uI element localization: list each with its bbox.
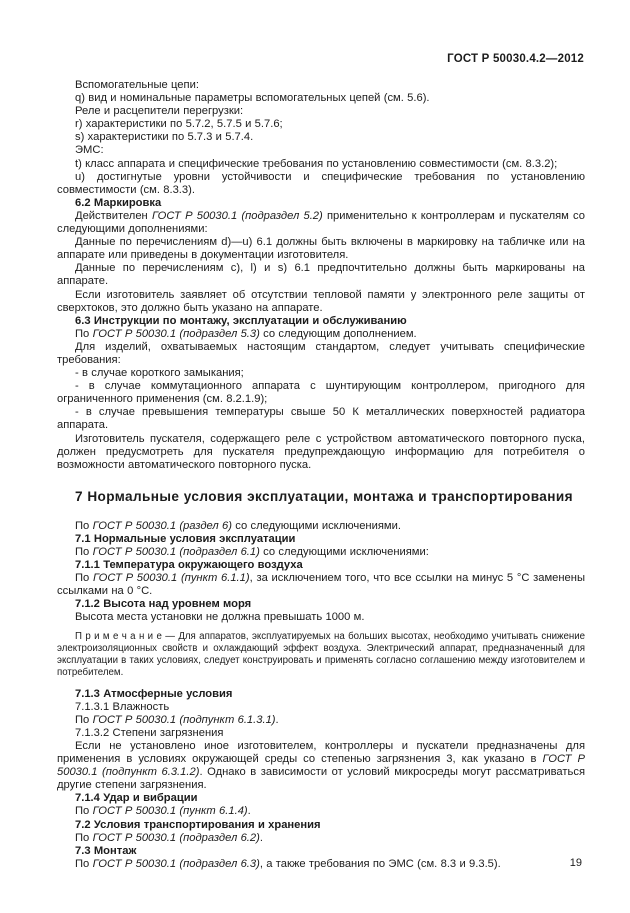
text-run: 7.3 Монтаж [75, 844, 137, 857]
text-run: 7.1.3 Атмосферные условия [75, 687, 233, 700]
paragraph [57, 158, 585, 171]
paragraph [57, 520, 585, 533]
text-run: 7.1.2 Высота над уровнем моря [75, 598, 252, 611]
text-run: Данные по перечислениям d)—u) 6.1 должны быть включены в маркировку на табличке или на аппарате или приведены в документации изготовителя. [57, 236, 585, 262]
text-run: Если не установлено иное изготовителем, контроллеры и пускатели предназначены для применения в условиях окружающей среды со степенью загрязнения 3, как указано в [57, 739, 585, 766]
text-run: ЭМС: [75, 144, 104, 157]
reference-italic: ГОСТ Р 50030.1 (подраздел 6.2) [92, 831, 260, 844]
reference-italic: ГОСТ Р 50030.1 (пункт 6.1.4) [92, 805, 248, 818]
text-run: 7.1.3.2 Степени загрязнения [75, 726, 224, 739]
text-run: По [75, 546, 93, 558]
text-run: Данные по перечислениям c), l) и s) 6.1 предпочтительно должны быть маркированы на аппарате. [57, 262, 585, 288]
section-heading [57, 845, 585, 858]
text-run: - в случае коммутационного аппарата с шунтирующим контроллером, пригодного для ограниченного применения (см. 8.2.1.9); [57, 380, 585, 406]
paragraph [57, 380, 585, 406]
section-heading [57, 533, 585, 546]
text-run: со следующим дополнением. [259, 327, 417, 340]
text-run: t) класс аппарата и специфические требования по установлению совместимости (см. 8.3.2); [75, 157, 558, 170]
section-heading [57, 688, 585, 701]
section-heading [57, 315, 585, 328]
text-run: - в случае короткого замыкания; [75, 367, 244, 380]
text-run: 7.1 Нормальные условия эксплуатации [75, 532, 296, 545]
paragraph [57, 118, 585, 131]
text-run: По [75, 327, 93, 340]
text-run: применительно к контроллерам и пускателям со следующими дополнениями: [57, 209, 585, 236]
text-run: со следующими исключениями: [259, 546, 429, 558]
chapter-heading [57, 488, 585, 505]
reference-italic: ГОСТ Р 50030.1 (подпункт 6.3.1.2) [57, 753, 585, 779]
paragraph [57, 144, 585, 157]
text-run: со следующими исключениями. [231, 519, 401, 532]
text-run: Реле и расцепители перегрузки: [75, 105, 244, 118]
text-run: . [247, 805, 251, 818]
text-run: s) характеристики по 5.7.3 и 5.7.4. [75, 131, 254, 144]
text-run: 7.1.4 Удар и вибрации [75, 792, 198, 805]
paragraph [57, 611, 585, 624]
text-run: u) достигнутые уровни устойчивости и специфические требования по установлению совместимости (см. 8.3.3). [57, 170, 585, 196]
reference-italic: ГОСТ Р 50030.1 (раздел 6) [92, 519, 232, 532]
paragraph [57, 714, 585, 727]
paragraph [57, 341, 585, 367]
text-run: 7.1.3.1 Влажность [75, 700, 170, 713]
text-run: Изготовитель пускателя, содержащего реле с устройством автоматического повторного пуска, должен предусмотреть для пускателя предупреждающую информацию для потребителя о возможности автоматического повторного пуска. [57, 432, 585, 471]
section-heading [57, 598, 585, 611]
paragraph [57, 79, 585, 92]
paragraph [57, 406, 585, 432]
text-run: Вспомогательные цепи: [75, 79, 199, 91]
text-run: 6.2 Маркировка [75, 196, 162, 209]
paragraph [57, 236, 585, 262]
reference-italic: ГОСТ Р 50030.1 (пункт 6.1.1) [92, 572, 250, 585]
text-run: 7.2 Условия транспортирования и хранения [75, 818, 321, 831]
paragraph [57, 546, 585, 559]
reference-italic: ГОСТ Р 50030.1 (подраздел 6.3) [92, 857, 260, 870]
text-run: Действителен [75, 209, 152, 222]
page-number: 19 [569, 857, 582, 869]
text-run: По [75, 713, 93, 726]
section-heading [57, 197, 585, 210]
paragraph [57, 701, 585, 714]
text-run: . Однако в зависимости от условий микросреды могут рассматриваться другие степени загрязнения. [57, 766, 585, 792]
document-body [57, 79, 585, 871]
running-header: ГОСТ Р 50030.4.2—2012 [447, 53, 584, 65]
text-run: По [75, 572, 93, 585]
paragraph [57, 262, 585, 288]
text-run: Для изделий, охватываемых настоящим стандартом, следует учитывать специфические требования: [57, 340, 585, 366]
text-run: П р и м е ч а н и е — Для аппаратов, эксплуатируемых на больших высотах, необходимо учитывать снижение электроизоляционных свойств и охлаждающий эффект воздуха. Электрический аппарат, предназначенный для эксплуатации в таких условиях, следует конструировать и применять согласно соглашению между изготовителем и потребителем. [57, 630, 585, 678]
reference-italic: ГОСТ Р 50030.1 (подраздел 5.2) [151, 209, 323, 222]
text-run: По [75, 831, 93, 844]
text-run: . [259, 831, 263, 844]
text-run: По [75, 857, 93, 870]
paragraph [57, 832, 585, 845]
text-run: r) характеристики по 5.7.2, 5.7.5 и 5.7.6; [75, 118, 283, 131]
text-run: 7.1.1 Температура окружающего воздуха [75, 559, 303, 572]
paragraph [57, 289, 585, 315]
text-run: q) вид и номинальные параметры вспомогательных цепей (см. 5.6). [75, 92, 430, 105]
reference-italic: ГОСТ Р 50030.1 (подраздел 5.3) [92, 327, 260, 340]
text-run: По [75, 805, 93, 818]
paragraph [57, 328, 585, 341]
section-heading [57, 559, 585, 572]
section-heading [57, 819, 585, 832]
paragraph [57, 572, 585, 598]
paragraph [57, 92, 585, 105]
reference-italic: ГОСТ Р 50030.1 (подраздел 6.1) [92, 546, 260, 558]
text-run: 6.3 Инструкции по монтажу, эксплуатации и обслуживанию [75, 314, 407, 327]
text-run: Высота места установки не должна превышать 1000 м. [75, 611, 365, 624]
paragraph [57, 131, 585, 144]
note-paragraph [57, 631, 585, 679]
text-run: По [75, 519, 93, 532]
text-run: - в случае превышения температуры свыше 50 К металлических поверхностей радиатора аппарата. [57, 406, 585, 432]
paragraph [57, 433, 585, 472]
paragraph [57, 105, 585, 118]
section-heading [57, 792, 585, 805]
paragraph [57, 740, 585, 792]
paragraph [57, 727, 585, 740]
text-run: , за исключением того, что все ссылки на минус 5 °С заменены ссылками на 0 °С. [57, 572, 585, 598]
text-run: Если изготовитель заявляет об отсутствии тепловой памяти у электронного реле защиты от сверхтоков, это должно быть указано на аппарате. [57, 288, 585, 314]
reference-italic: ГОСТ Р 50030.1 (подпункт 6.1.3.1) [92, 713, 276, 726]
paragraph [57, 805, 585, 818]
text-run: 7 Нормальные условия эксплуатации, монтажа и транспортирования [75, 488, 573, 504]
paragraph [57, 210, 585, 236]
text-run: . [275, 713, 279, 726]
text-run: , а также требования по ЭМС (см. 8.3 и 9.3.5). [259, 857, 501, 870]
paragraph [57, 171, 585, 197]
paragraph [57, 858, 585, 871]
paragraph [57, 367, 585, 380]
